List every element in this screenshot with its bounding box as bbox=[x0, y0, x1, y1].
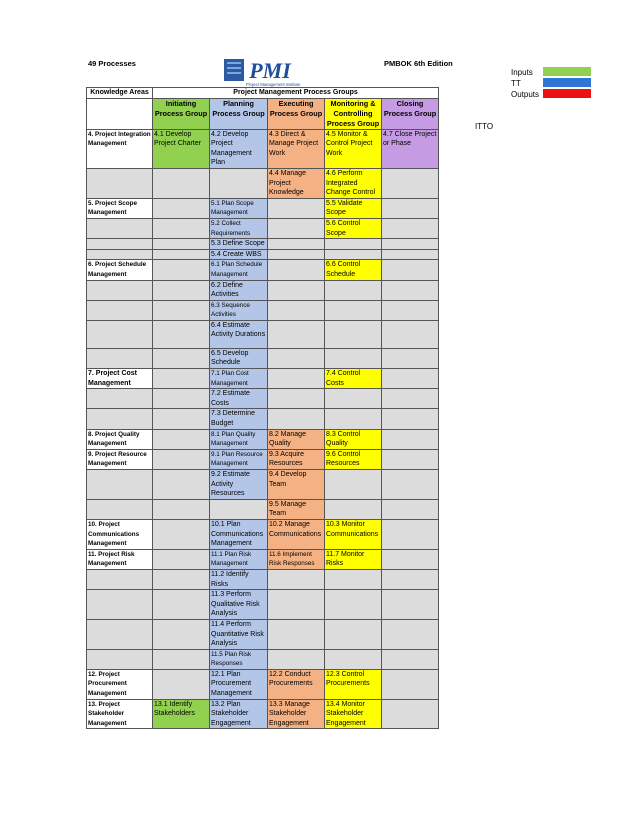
table-title-row bbox=[87, 88, 439, 99]
close-process-cell bbox=[382, 449, 439, 469]
mon-process-cell bbox=[325, 320, 382, 348]
knowledge-area-cell bbox=[87, 389, 153, 409]
table-row bbox=[87, 218, 439, 238]
legend-label: Inputs bbox=[511, 68, 533, 77]
plan-process-cell bbox=[210, 499, 268, 519]
close-process-cell bbox=[382, 239, 439, 250]
knowledge-area-cell bbox=[87, 649, 153, 669]
exec-process-cell: 9.3 Acquire Resources bbox=[268, 449, 325, 469]
table-row bbox=[87, 549, 439, 569]
plan-process-cell: 12.1 Plan Procurement Management bbox=[210, 669, 268, 699]
init-process-cell bbox=[153, 519, 210, 549]
close-process-cell bbox=[382, 389, 439, 409]
close-process-cell bbox=[382, 649, 439, 669]
knowledge-area-cell: 9. Project Resource Management bbox=[87, 449, 153, 469]
exec-process-cell bbox=[268, 249, 325, 260]
table-row bbox=[87, 619, 439, 649]
knowledge-area-cell bbox=[87, 320, 153, 348]
mon-process-cell bbox=[325, 389, 382, 409]
init-process-cell bbox=[153, 549, 210, 569]
plan-process-cell: 13.2 Plan Stakeholder Engagement bbox=[210, 699, 268, 729]
table-row bbox=[87, 239, 439, 250]
edition-label: PMBOK 6th Edition bbox=[384, 59, 453, 68]
init-process-cell bbox=[153, 249, 210, 260]
close-process-cell bbox=[382, 348, 439, 368]
close-process-cell bbox=[382, 519, 439, 549]
exec-process-cell: 8.2 Manage Quality bbox=[268, 429, 325, 449]
table-row bbox=[87, 519, 439, 549]
knowledge-area-cell bbox=[87, 470, 153, 500]
table-row bbox=[87, 300, 439, 320]
close-process-cell bbox=[382, 470, 439, 500]
init-process-cell bbox=[153, 348, 210, 368]
close-process-cell bbox=[382, 249, 439, 260]
knowledge-area-cell bbox=[87, 499, 153, 519]
init-process-cell bbox=[153, 239, 210, 250]
exec-process-cell: 4.3 Direct & Manage Project Work bbox=[268, 129, 325, 168]
mon-process-cell bbox=[325, 280, 382, 300]
plan-process-cell: 7.3 Determine Budget bbox=[210, 409, 268, 429]
exec-process-cell bbox=[268, 409, 325, 429]
mon-process-cell bbox=[325, 249, 382, 260]
init-process-cell bbox=[153, 198, 210, 218]
plan-process-cell: 6.3 Sequence Activities bbox=[210, 300, 268, 320]
knowledge-areas-header: Knowledge Areas bbox=[87, 88, 153, 99]
knowledge-area-cell bbox=[87, 300, 153, 320]
monitoring-group-header: Monitoring & Controlling Process Group bbox=[325, 98, 382, 129]
init-process-cell bbox=[153, 300, 210, 320]
close-process-cell bbox=[382, 280, 439, 300]
knowledge-area-cell bbox=[87, 619, 153, 649]
init-process-cell bbox=[153, 619, 210, 649]
table-row bbox=[87, 669, 439, 699]
exec-process-cell bbox=[268, 348, 325, 368]
process-groups-header: Project Management Process Groups bbox=[153, 88, 439, 99]
plan-process-cell: 11.5 Plan Risk Responses bbox=[210, 649, 268, 669]
mon-process-cell: 8.3 Control Quality bbox=[325, 429, 382, 449]
knowledge-area-cell: 13. Project Stakeholder Management bbox=[87, 699, 153, 729]
exec-process-cell bbox=[268, 619, 325, 649]
table-row bbox=[87, 429, 439, 449]
plan-process-cell: 11.4 Perform Quantitative Risk Analysis bbox=[210, 619, 268, 649]
knowledge-area-cell bbox=[87, 280, 153, 300]
group-header-row bbox=[87, 98, 439, 129]
init-process-cell bbox=[153, 429, 210, 449]
logo-text: PMI bbox=[249, 58, 291, 83]
mon-process-cell: 13.4 Monitor Stakeholder Engagement bbox=[325, 699, 382, 729]
mon-process-cell: 6.6 Control Schedule bbox=[325, 260, 382, 280]
close-process-cell bbox=[382, 320, 439, 348]
knowledge-area-cell: 5. Project Scope Management bbox=[87, 198, 153, 218]
table-row bbox=[87, 369, 439, 389]
mon-process-cell bbox=[325, 499, 382, 519]
plan-process-cell: 7.2 Estimate Costs bbox=[210, 389, 268, 409]
mon-process-cell bbox=[325, 348, 382, 368]
knowledge-area-cell: 11. Project Risk Management bbox=[87, 549, 153, 569]
group-header-blank bbox=[87, 98, 153, 129]
plan-process-cell: 6.5 Develop Schedule bbox=[210, 348, 268, 368]
plan-process-cell: 5.4 Create WBS bbox=[210, 249, 268, 260]
initiating-group-header: Initiating Process Group bbox=[153, 98, 210, 129]
legend-swatch-blue bbox=[543, 78, 591, 87]
mon-process-cell bbox=[325, 300, 382, 320]
table-row bbox=[87, 198, 439, 218]
knowledge-area-cell: 12. Project Procurement Management bbox=[87, 669, 153, 699]
init-process-cell bbox=[153, 499, 210, 519]
exec-process-cell bbox=[268, 300, 325, 320]
exec-process-cell: 11.6 Implement Risk Responses bbox=[268, 549, 325, 569]
table-row bbox=[87, 649, 439, 669]
plan-process-cell: 10.1 Plan Communications Management bbox=[210, 519, 268, 549]
plan-process-cell: 4.2 Develop Project Management Plan bbox=[210, 129, 268, 168]
exec-process-cell bbox=[268, 649, 325, 669]
close-process-cell bbox=[382, 699, 439, 729]
exec-process-cell bbox=[268, 260, 325, 280]
table-row bbox=[87, 590, 439, 620]
pmi-logo bbox=[224, 57, 308, 87]
close-process-cell bbox=[382, 499, 439, 519]
mon-process-cell bbox=[325, 590, 382, 620]
exec-process-cell bbox=[268, 198, 325, 218]
table-row bbox=[87, 249, 439, 260]
exec-process-cell: 12.2 Conduct Procurements bbox=[268, 669, 325, 699]
close-process-cell bbox=[382, 569, 439, 589]
close-process-cell bbox=[382, 260, 439, 280]
init-process-cell bbox=[153, 320, 210, 348]
mon-process-cell: 7.4 Control Costs bbox=[325, 369, 382, 389]
plan-process-cell: 8.1 Plan Quality Management bbox=[210, 429, 268, 449]
plan-process-cell: 11.3 Perform Qualitative Risk Analysis bbox=[210, 590, 268, 620]
plan-process-cell: 6.2 Define Activities bbox=[210, 280, 268, 300]
init-process-cell bbox=[153, 569, 210, 589]
plan-process-cell: 11.2 Identify Risks bbox=[210, 569, 268, 589]
exec-process-cell bbox=[268, 590, 325, 620]
mon-process-cell bbox=[325, 239, 382, 250]
knowledge-area-cell: 8. Project Quality Management bbox=[87, 429, 153, 449]
mon-process-cell bbox=[325, 409, 382, 429]
itto-label: ITTO bbox=[475, 122, 494, 131]
mon-process-cell: 4.6 Perform Integrated Change Control bbox=[325, 168, 382, 198]
exec-process-cell bbox=[268, 369, 325, 389]
knowledge-area-cell: 7. Project Cost Management bbox=[87, 369, 153, 389]
plan-process-cell: 5.2 Collect Requirements bbox=[210, 218, 268, 238]
table-row bbox=[87, 499, 439, 519]
legend-label: Outputs bbox=[511, 90, 540, 99]
init-process-cell bbox=[153, 168, 210, 198]
close-process-cell bbox=[382, 168, 439, 198]
plan-process-cell bbox=[210, 168, 268, 198]
legend-label: TT bbox=[511, 79, 521, 88]
plan-process-cell: 7.1 Plan Cost Management bbox=[210, 369, 268, 389]
close-process-cell bbox=[382, 590, 439, 620]
mon-process-cell: 12.3 Control Procurements bbox=[325, 669, 382, 699]
init-process-cell bbox=[153, 260, 210, 280]
exec-process-cell bbox=[268, 569, 325, 589]
plan-process-cell: 6.1 Plan Schedule Management bbox=[210, 260, 268, 280]
plan-process-cell: 9.1 Plan Resource Management bbox=[210, 449, 268, 469]
table-row bbox=[87, 389, 439, 409]
mon-process-cell: 10.3 Monitor Communications bbox=[325, 519, 382, 549]
table-row bbox=[87, 280, 439, 300]
mon-process-cell bbox=[325, 470, 382, 500]
exec-process-cell: 9.4 Develop Team bbox=[268, 470, 325, 500]
exec-process-cell: 4.4 Manage Project Knowledge bbox=[268, 168, 325, 198]
table-row bbox=[87, 129, 439, 168]
planning-group-header: Planning Process Group bbox=[210, 98, 268, 129]
table-row bbox=[87, 348, 439, 368]
mon-process-cell: 4.5 Monitor & Control Project Work bbox=[325, 129, 382, 168]
closing-group-header: Closing Process Group bbox=[382, 98, 439, 129]
table-row bbox=[87, 449, 439, 469]
table-row bbox=[87, 699, 439, 729]
table-row bbox=[87, 320, 439, 348]
exec-process-cell bbox=[268, 389, 325, 409]
plan-process-cell: 5.1 Plan Scope Management bbox=[210, 198, 268, 218]
plan-process-cell: 5.3 Define Scope bbox=[210, 239, 268, 250]
plan-process-cell: 6.4 Estimate Activity Durations bbox=[210, 320, 268, 348]
process-count-label: 49 Processes bbox=[88, 59, 136, 68]
exec-process-cell bbox=[268, 280, 325, 300]
close-process-cell bbox=[382, 218, 439, 238]
close-process-cell bbox=[382, 198, 439, 218]
init-process-cell bbox=[153, 409, 210, 429]
knowledge-area-cell: 6. Project Schedule Management bbox=[87, 260, 153, 280]
init-process-cell bbox=[153, 218, 210, 238]
legend-swatch-red bbox=[543, 89, 591, 98]
table-row bbox=[87, 470, 439, 500]
knowledge-area-cell bbox=[87, 249, 153, 260]
knowledge-area-cell bbox=[87, 409, 153, 429]
mon-process-cell: 5.6 Control Scope bbox=[325, 218, 382, 238]
table-row bbox=[87, 168, 439, 198]
init-process-cell bbox=[153, 669, 210, 699]
init-process-cell: 13.1 Identify Stakeholders bbox=[153, 699, 210, 729]
knowledge-area-cell bbox=[87, 590, 153, 620]
legend-swatch-green bbox=[543, 67, 591, 76]
init-process-cell bbox=[153, 590, 210, 620]
close-process-cell bbox=[382, 409, 439, 429]
close-process-cell bbox=[382, 619, 439, 649]
table-row bbox=[87, 409, 439, 429]
mon-process-cell bbox=[325, 619, 382, 649]
init-process-cell bbox=[153, 280, 210, 300]
init-process-cell bbox=[153, 369, 210, 389]
close-process-cell bbox=[382, 369, 439, 389]
exec-process-cell: 10.2 Manage Communications bbox=[268, 519, 325, 549]
exec-process-cell bbox=[268, 239, 325, 250]
mon-process-cell: 5.5 Validate Scope bbox=[325, 198, 382, 218]
exec-process-cell bbox=[268, 320, 325, 348]
init-process-cell bbox=[153, 649, 210, 669]
table-row bbox=[87, 260, 439, 280]
process-groups-table bbox=[86, 87, 439, 729]
knowledge-area-cell bbox=[87, 168, 153, 198]
close-process-cell bbox=[382, 429, 439, 449]
executing-group-header: Executing Process Group bbox=[268, 98, 325, 129]
close-process-cell bbox=[382, 300, 439, 320]
knowledge-area-cell bbox=[87, 348, 153, 368]
exec-process-cell bbox=[268, 218, 325, 238]
close-process-cell: 4.7 Close Project or Phase bbox=[382, 129, 439, 168]
knowledge-area-cell bbox=[87, 569, 153, 589]
mon-process-cell bbox=[325, 649, 382, 669]
knowledge-area-cell: 10. Project Communications Management bbox=[87, 519, 153, 549]
mon-process-cell: 11.7 Monitor Risks bbox=[325, 549, 382, 569]
plan-process-cell: 9.2 Estimate Activity Resources bbox=[210, 470, 268, 500]
exec-process-cell: 13.3 Manage Stakeholder Engagement bbox=[268, 699, 325, 729]
knowledge-area-cell bbox=[87, 218, 153, 238]
init-process-cell bbox=[153, 389, 210, 409]
plan-process-cell: 11.1 Plan Risk Management bbox=[210, 549, 268, 569]
exec-process-cell: 9.5 Manage Team bbox=[268, 499, 325, 519]
close-process-cell bbox=[382, 669, 439, 699]
mon-process-cell bbox=[325, 569, 382, 589]
init-process-cell: 4.1 Develop Project Charter bbox=[153, 129, 210, 168]
mon-process-cell: 9.6 Control Resources bbox=[325, 449, 382, 469]
init-process-cell bbox=[153, 470, 210, 500]
knowledge-area-cell bbox=[87, 239, 153, 250]
logo-subtext: Project Management Institute bbox=[246, 82, 301, 87]
init-process-cell bbox=[153, 449, 210, 469]
close-process-cell bbox=[382, 549, 439, 569]
knowledge-area-cell: 4. Project Integration Management bbox=[87, 129, 153, 168]
table-row bbox=[87, 569, 439, 589]
